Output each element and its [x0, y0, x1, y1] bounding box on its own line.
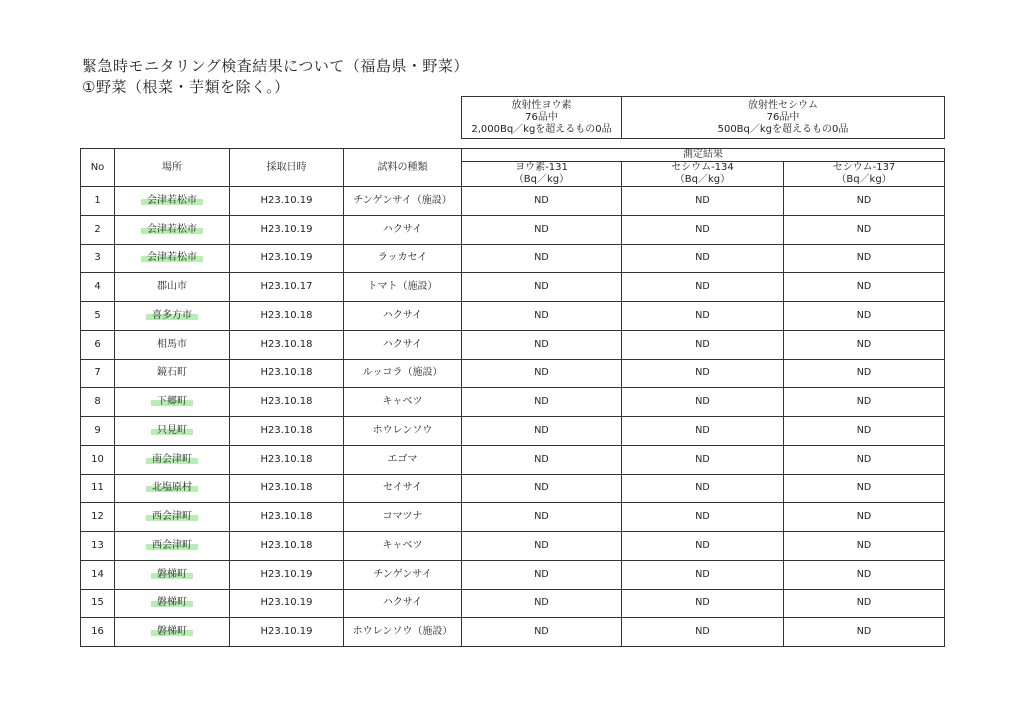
row-date-cell — [230, 445, 344, 474]
row-no-text: 15 — [91, 597, 104, 609]
row-no-text: 11 — [91, 482, 104, 494]
row-cs137-cell — [784, 215, 945, 244]
row-place-cell — [115, 445, 230, 474]
row-no-cell — [81, 273, 115, 302]
row-place-cell — [115, 589, 230, 618]
row-place-cell — [115, 273, 230, 302]
row-cs134-text: ND — [695, 626, 710, 638]
row-cs137-text: ND — [856, 424, 872, 436]
row-sample-text: チンゲンサイ — [373, 568, 432, 580]
row-date-cell — [230, 503, 344, 532]
row-i131-text: ND — [534, 309, 549, 321]
row-date-cell — [230, 589, 344, 618]
row-cs137-text: ND — [856, 338, 872, 350]
header-i131-label: ヨウ素-131 — [515, 162, 568, 173]
table-row — [81, 187, 945, 216]
row-date-text: H23.10.17 — [260, 281, 313, 293]
row-place-text: 只見町 — [151, 425, 193, 436]
row-no-text: 7 — [94, 367, 101, 379]
row-sample-cell — [344, 359, 462, 388]
results-table — [80, 148, 945, 647]
row-date-cell — [230, 532, 344, 561]
row-no-cell — [81, 417, 115, 446]
row-place-cell — [115, 388, 230, 417]
table-row — [81, 589, 945, 618]
row-date-text: H23.10.18 — [260, 453, 313, 465]
row-cs134-cell — [622, 445, 784, 474]
row-date-cell — [230, 618, 344, 647]
row-no-cell — [81, 474, 115, 503]
iodine-summary-cell — [462, 97, 622, 139]
row-date-text: H23.10.18 — [260, 511, 313, 523]
iodine-summary-criteria: 2,000Bq／kgを超えるもの0品 — [471, 123, 612, 135]
row-sample-cell — [344, 589, 462, 618]
row-sample-text: ハクサイ — [382, 597, 423, 609]
row-cs137-text: ND — [856, 453, 872, 465]
table-row — [81, 474, 945, 503]
row-sample-text: キャベツ — [382, 539, 423, 551]
row-date-text: H23.10.18 — [260, 309, 313, 321]
row-i131-cell — [462, 330, 622, 359]
table-row — [81, 273, 945, 302]
summary-table — [461, 96, 945, 139]
row-i131-cell — [462, 359, 622, 388]
row-no-cell — [81, 532, 115, 561]
row-cs134-text: ND — [695, 568, 710, 580]
row-i131-cell — [462, 560, 622, 589]
row-cs134-cell — [622, 474, 784, 503]
header-no: No — [81, 149, 115, 187]
row-cs134-cell — [622, 618, 784, 647]
row-sample-cell — [344, 532, 462, 561]
row-sample-text: チンゲンサイ（施設） — [353, 194, 452, 206]
row-sample-text: キャベツ — [382, 396, 423, 408]
row-cs137-text: ND — [856, 309, 872, 321]
row-cs137-cell — [784, 330, 945, 359]
row-cs134-text: ND — [695, 424, 710, 436]
row-no-text: 8 — [94, 396, 101, 408]
row-cs137-text: ND — [856, 223, 872, 235]
row-cs134-cell — [622, 302, 784, 331]
row-no-cell — [81, 560, 115, 589]
row-cs137-cell — [784, 445, 945, 474]
row-place-text: 会津若松市 — [141, 195, 203, 206]
row-date-text: H23.10.18 — [260, 367, 313, 379]
row-date-cell — [230, 215, 344, 244]
row-cs134-cell — [622, 388, 784, 417]
row-i131-text: ND — [534, 338, 549, 350]
row-date-cell — [230, 302, 344, 331]
row-date-cell — [230, 417, 344, 446]
row-cs134-text: ND — [695, 223, 710, 235]
header-i131-unit: （Bq／kg） — [513, 174, 570, 185]
row-cs134-cell — [622, 215, 784, 244]
row-no-cell — [81, 503, 115, 532]
row-i131-text: ND — [534, 424, 549, 436]
row-cs134-text: ND — [695, 453, 710, 465]
header-date: 採取日時 — [230, 149, 344, 187]
row-sample-text: トマト（施設） — [367, 281, 438, 293]
row-place-text: 下郷町 — [151, 396, 193, 407]
row-i131-cell — [462, 445, 622, 474]
row-cs134-cell — [622, 359, 784, 388]
row-cs134-text: ND — [695, 367, 710, 379]
row-i131-text: ND — [534, 453, 549, 465]
row-place-text: 磐梯町 — [151, 597, 193, 608]
row-sample-cell — [344, 187, 462, 216]
row-date-text: H23.10.19 — [260, 223, 313, 235]
row-i131-cell — [462, 589, 622, 618]
row-place-cell — [115, 503, 230, 532]
row-date-cell — [230, 388, 344, 417]
row-no-cell — [81, 215, 115, 244]
row-cs137-text: ND — [856, 281, 872, 293]
row-cs137-text: ND — [856, 396, 872, 408]
row-place-text: 磐梯町 — [151, 626, 193, 637]
row-date-text: H23.10.18 — [260, 396, 313, 408]
table-row — [81, 445, 945, 474]
row-i131-text: ND — [534, 511, 549, 523]
header-i131 — [462, 162, 622, 187]
row-cs137-cell — [784, 187, 945, 216]
row-sample-cell — [344, 330, 462, 359]
table-row — [81, 503, 945, 532]
row-sample-text: ハクサイ — [382, 338, 423, 350]
row-sample-cell — [344, 417, 462, 446]
row-cs134-text: ND — [695, 539, 710, 551]
row-no-text: 1 — [94, 194, 101, 206]
row-cs134-cell — [622, 417, 784, 446]
row-cs137-cell — [784, 388, 945, 417]
row-no-text: 13 — [91, 539, 104, 551]
row-place-cell — [115, 532, 230, 561]
row-cs134-text: ND — [695, 597, 710, 609]
row-date-cell — [230, 359, 344, 388]
row-cs134-text: ND — [695, 252, 710, 264]
row-place-text: 南会津町 — [146, 454, 198, 465]
row-no-cell — [81, 359, 115, 388]
row-no-cell — [81, 244, 115, 273]
row-i131-text: ND — [534, 223, 549, 235]
table-row — [81, 388, 945, 417]
row-sample-text: ハクサイ — [382, 223, 423, 235]
row-cs134-cell — [622, 560, 784, 589]
row-date-text: H23.10.18 — [260, 539, 313, 551]
row-date-text: H23.10.19 — [260, 252, 313, 264]
row-cs134-cell — [622, 532, 784, 561]
row-cs137-cell — [784, 273, 945, 302]
table-row — [81, 560, 945, 589]
row-cs137-text: ND — [856, 252, 872, 264]
row-i131-text: ND — [534, 482, 549, 494]
row-no-cell — [81, 445, 115, 474]
row-sample-text: セイサイ — [383, 482, 422, 494]
row-no-text: 4 — [94, 281, 101, 293]
table-row — [81, 330, 945, 359]
row-cs137-cell — [784, 532, 945, 561]
row-cs137-cell — [784, 359, 945, 388]
row-place-text: 相馬市 — [157, 338, 187, 350]
header-cs134 — [622, 162, 784, 187]
row-cs137-cell — [784, 302, 945, 331]
row-i131-text: ND — [534, 252, 549, 264]
row-i131-cell — [462, 215, 622, 244]
row-sample-cell — [344, 618, 462, 647]
cesium-summary-cell — [622, 97, 945, 139]
row-sample-cell — [344, 244, 462, 273]
row-place-cell — [115, 417, 230, 446]
row-i131-cell — [462, 273, 622, 302]
row-cs134-text: ND — [695, 194, 710, 206]
row-cs137-text: ND — [856, 482, 872, 494]
header-cs137-label: セシウム-137 — [832, 162, 896, 173]
cesium-summary-name: 放射性セシウム — [748, 99, 818, 111]
row-cs134-text: ND — [695, 281, 710, 293]
row-date-text: H23.10.19 — [260, 568, 313, 580]
row-date-cell — [230, 330, 344, 359]
row-cs134-cell — [622, 589, 784, 618]
row-cs137-text: ND — [856, 597, 872, 609]
table-row — [81, 215, 945, 244]
row-date-text: H23.10.19 — [260, 194, 313, 206]
row-no-text: 2 — [94, 223, 101, 235]
row-cs137-text: ND — [856, 626, 872, 638]
row-i131-cell — [462, 388, 622, 417]
table-row — [81, 618, 945, 647]
row-sample-cell — [344, 474, 462, 503]
row-cs134-cell — [622, 273, 784, 302]
row-i131-cell — [462, 503, 622, 532]
row-i131-text: ND — [534, 539, 549, 551]
row-no-text: 3 — [94, 252, 101, 264]
row-cs137-cell — [784, 417, 945, 446]
row-i131-cell — [462, 474, 622, 503]
row-place-cell — [115, 330, 230, 359]
row-i131-cell — [462, 532, 622, 561]
header-cs134-label: セシウム-134 — [671, 162, 734, 173]
row-date-cell — [230, 474, 344, 503]
row-sample-text: エゴマ — [387, 453, 418, 465]
table-row — [81, 417, 945, 446]
row-i131-text: ND — [534, 396, 549, 408]
row-cs134-text: ND — [695, 309, 710, 321]
row-cs134-cell — [622, 244, 784, 273]
row-place-text: 鏡石町 — [157, 367, 187, 379]
row-cs134-text: ND — [695, 396, 710, 408]
row-date-text: H23.10.18 — [260, 338, 313, 350]
row-place-text: 喜多方市 — [146, 310, 198, 321]
row-place-text: 西会津町 — [146, 540, 198, 551]
row-cs137-cell — [784, 618, 945, 647]
document-title: 緊急時モニタリング検査結果について（福島県・野菜） — [82, 57, 469, 75]
header-cs137 — [784, 162, 945, 187]
row-date-text: H23.10.18 — [260, 424, 313, 436]
row-i131-text: ND — [534, 367, 549, 379]
row-i131-cell — [462, 618, 622, 647]
row-cs137-text: ND — [856, 367, 872, 379]
row-no-text: 6 — [94, 338, 101, 350]
row-date-cell — [230, 273, 344, 302]
row-cs134-text: ND — [695, 482, 710, 494]
row-no-cell — [81, 302, 115, 331]
row-sample-text: ホウレンソウ — [372, 424, 433, 436]
row-date-cell — [230, 560, 344, 589]
row-place-cell — [115, 187, 230, 216]
table-row — [81, 244, 945, 273]
row-cs137-cell — [784, 560, 945, 589]
table-row — [81, 532, 945, 561]
row-place-cell — [115, 474, 230, 503]
row-i131-cell — [462, 302, 622, 331]
row-sample-cell — [344, 445, 462, 474]
cesium-summary-count: 76品中 — [766, 111, 800, 123]
row-place-cell — [115, 302, 230, 331]
row-i131-text: ND — [534, 568, 549, 580]
row-cs134-text: ND — [695, 338, 710, 350]
row-cs137-text: ND — [856, 511, 872, 523]
row-cs134-cell — [622, 187, 784, 216]
row-place-text: 西会津町 — [146, 511, 198, 522]
row-cs134-cell — [622, 503, 784, 532]
row-place-cell — [115, 244, 230, 273]
row-sample-cell — [344, 503, 462, 532]
header-cs134-unit: （Bq／kg） — [674, 174, 731, 185]
section-title: ①野菜（根菜・芋類を除く。） — [82, 78, 290, 96]
row-place-cell — [115, 359, 230, 388]
row-place-cell — [115, 560, 230, 589]
row-no-text: 16 — [91, 626, 104, 638]
row-i131-text: ND — [534, 281, 549, 293]
row-cs137-cell — [784, 474, 945, 503]
table-row — [81, 359, 945, 388]
row-sample-cell — [344, 302, 462, 331]
row-place-cell — [115, 618, 230, 647]
row-cs134-cell — [622, 330, 784, 359]
row-sample-cell — [344, 560, 462, 589]
row-no-cell — [81, 330, 115, 359]
row-place-cell — [115, 215, 230, 244]
header-cs137-unit: （Bq／kg） — [836, 174, 892, 185]
row-no-text: 12 — [91, 511, 104, 523]
iodine-summary-name: 放射性ヨウ素 — [511, 99, 572, 111]
row-cs137-text: ND — [856, 194, 872, 206]
row-sample-text: ホウレンソウ（施設） — [352, 626, 453, 638]
row-no-text: 5 — [94, 309, 101, 321]
row-cs137-cell — [784, 503, 945, 532]
row-no-text: 9 — [94, 424, 101, 436]
header-place: 場所 — [115, 149, 230, 187]
row-i131-text: ND — [534, 626, 549, 638]
row-cs137-text: ND — [856, 539, 872, 551]
row-no-cell — [81, 618, 115, 647]
row-cs137-text: ND — [856, 568, 872, 580]
row-date-text: H23.10.18 — [260, 482, 313, 494]
row-place-text: 磐梯町 — [151, 569, 193, 580]
cesium-summary-criteria: 500Bq／kgを超えるもの0品 — [717, 123, 849, 135]
row-no-cell — [81, 589, 115, 618]
iodine-summary-count: 76品中 — [525, 111, 558, 123]
row-date-text: H23.10.19 — [260, 626, 313, 638]
row-sample-cell — [344, 215, 462, 244]
row-i131-cell — [462, 417, 622, 446]
header-result: 測定結果 — [462, 149, 945, 162]
row-sample-text: ラッカセイ — [377, 252, 428, 264]
row-no-cell — [81, 187, 115, 216]
row-i131-text: ND — [534, 597, 549, 609]
row-sample-cell — [344, 388, 462, 417]
row-sample-cell — [344, 273, 462, 302]
header-sample: 試料の種類 — [344, 149, 462, 187]
row-place-text: 会津若松市 — [141, 224, 203, 235]
row-i131-text: ND — [534, 194, 549, 206]
row-cs134-text: ND — [695, 511, 710, 523]
row-date-cell — [230, 187, 344, 216]
row-cs137-cell — [784, 244, 945, 273]
row-no-cell — [81, 388, 115, 417]
row-no-text: 10 — [91, 453, 104, 465]
row-i131-cell — [462, 244, 622, 273]
table-row — [81, 302, 945, 331]
row-place-text: 会津若松市 — [141, 252, 203, 263]
row-date-cell — [230, 244, 344, 273]
row-cs137-cell — [784, 589, 945, 618]
row-sample-text: ハクサイ — [382, 309, 423, 321]
row-sample-text: ルッコラ（施設） — [362, 367, 443, 379]
row-no-text: 14 — [91, 568, 104, 580]
row-sample-text: コマツナ — [382, 511, 423, 523]
row-place-text: 北塩原村 — [146, 482, 198, 493]
row-i131-cell — [462, 187, 622, 216]
row-place-text: 郡山市 — [157, 281, 187, 293]
row-date-text: H23.10.19 — [260, 597, 313, 609]
